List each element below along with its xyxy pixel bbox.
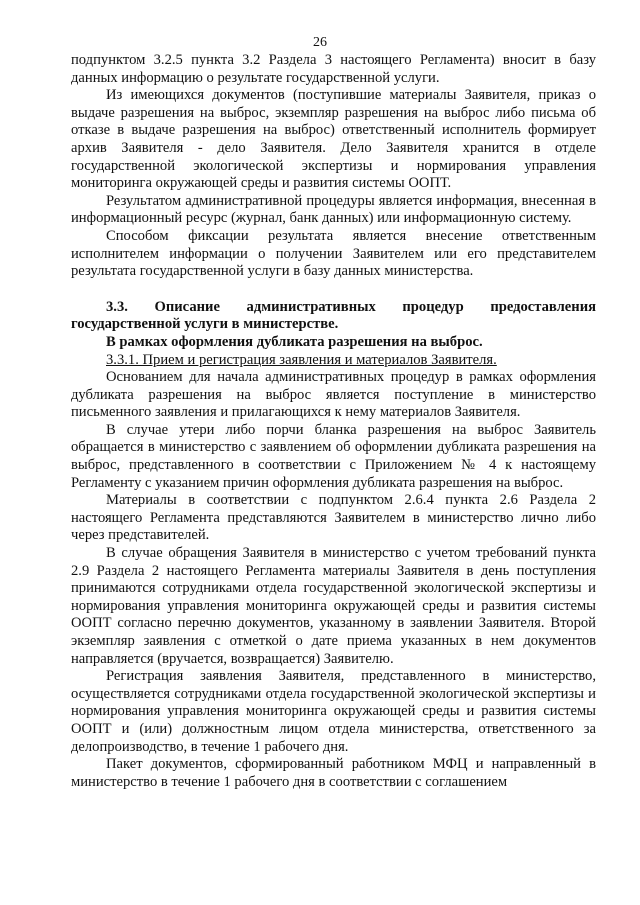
paragraph-1: подпунктом 3.2.5 пункта 3.2 Раздела 3 настоящего Регламента) вносит в базу данных информацию о результате государственной услуги. <box>71 52 596 86</box>
paragraph-8: В случае обращения Заявителя в министерство с учетом требований пункта 2.9 Раздела 2 настоящего Регламента материалы Заявителя в день поступления принимаются сотрудниками отдела государственной экологической экспертизы и нормирования управления мониторинга окружающей среды и развития системы ООПТ согласно перечню документов, указанному в заявлении Заявителя. Второй экземпляр заявления с отметкой о дате приема указанных в нем документов направляется (вручается, возвращается) Заявителю. <box>71 545 596 667</box>
paragraph-10: Пакет документов, сформированный работником МФЦ и направленный в министерство в течение 1 рабочего дня в соответствии с соглашением <box>71 756 596 790</box>
spacer <box>71 281 596 299</box>
paragraph-7: Материалы в соответствии с подпунктом 2.6.4 пункта 2.6 Раздела 2 настоящего Регламента представляются Заявителем в министерство лично либо через представителей. <box>71 492 596 544</box>
subsection-title: 3.3.1. Прием и регистрация заявления и материалов Заявителя. <box>106 351 497 368</box>
document-body <box>71 52 596 791</box>
paragraph-4: Способом фиксации результата является внесение ответственным исполнителем информации о получении Заявителем или его представителем результата государственной услуги в базу данных министерства. <box>71 227 596 280</box>
page-number: 26 <box>313 35 327 50</box>
subheading: В рамках оформления дубликата разрешения на выброс. <box>106 333 483 350</box>
section-heading: 3.3. Описание административных процедур предоставления государственной услуги в министерстве. <box>71 298 596 333</box>
paragraph-6: В случае утери либо порчи бланка разрешения на выброс Заявитель обращается в министерство с заявлением об оформлении дубликата разрешения на выброс, представленного в соответствии с Приложением № 4 к настоящему Регламенту с указанием причин оформления дубликата разрешения на выброс. <box>71 421 596 491</box>
paragraph-5: Основанием для начала административных процедур в рамках оформления дубликата разрешения на выброс является поступление в министерство письменного заявления и прилагающихся к нему материалов Заявителя. <box>71 369 596 421</box>
paragraph-9: Регистрация заявления Заявителя, представленного в министерство, осуществляется сотрудниками отдела государственной экологической экспертизы и нормирования управления мониторинга окружающей среды и развития системы ООПТ и (или) должностным лицом отдела министерства, ответственного за делопроизводство, в течение 1 рабочего дня. <box>71 668 596 755</box>
paragraph-2: Из имеющихся документов (поступившие материалы Заявителя, приказ о выдаче разрешения на выброс, экземпляр разрешения на выброс либо письма об отказе в выдаче разрешения на выброс) ответственный исполнитель формирует архив Заявителя - дело Заявителя. Дело Заявителя хранится в отделе государственной экологической экспертизы и нормирования управления мониторинга окружающей среды и развития системы ООПТ. <box>71 87 596 192</box>
paragraph-3: Результатом административной процедуры является информация, внесенная в информационный ресурс (журнал, банк данных) или информационную систему. <box>71 192 596 227</box>
